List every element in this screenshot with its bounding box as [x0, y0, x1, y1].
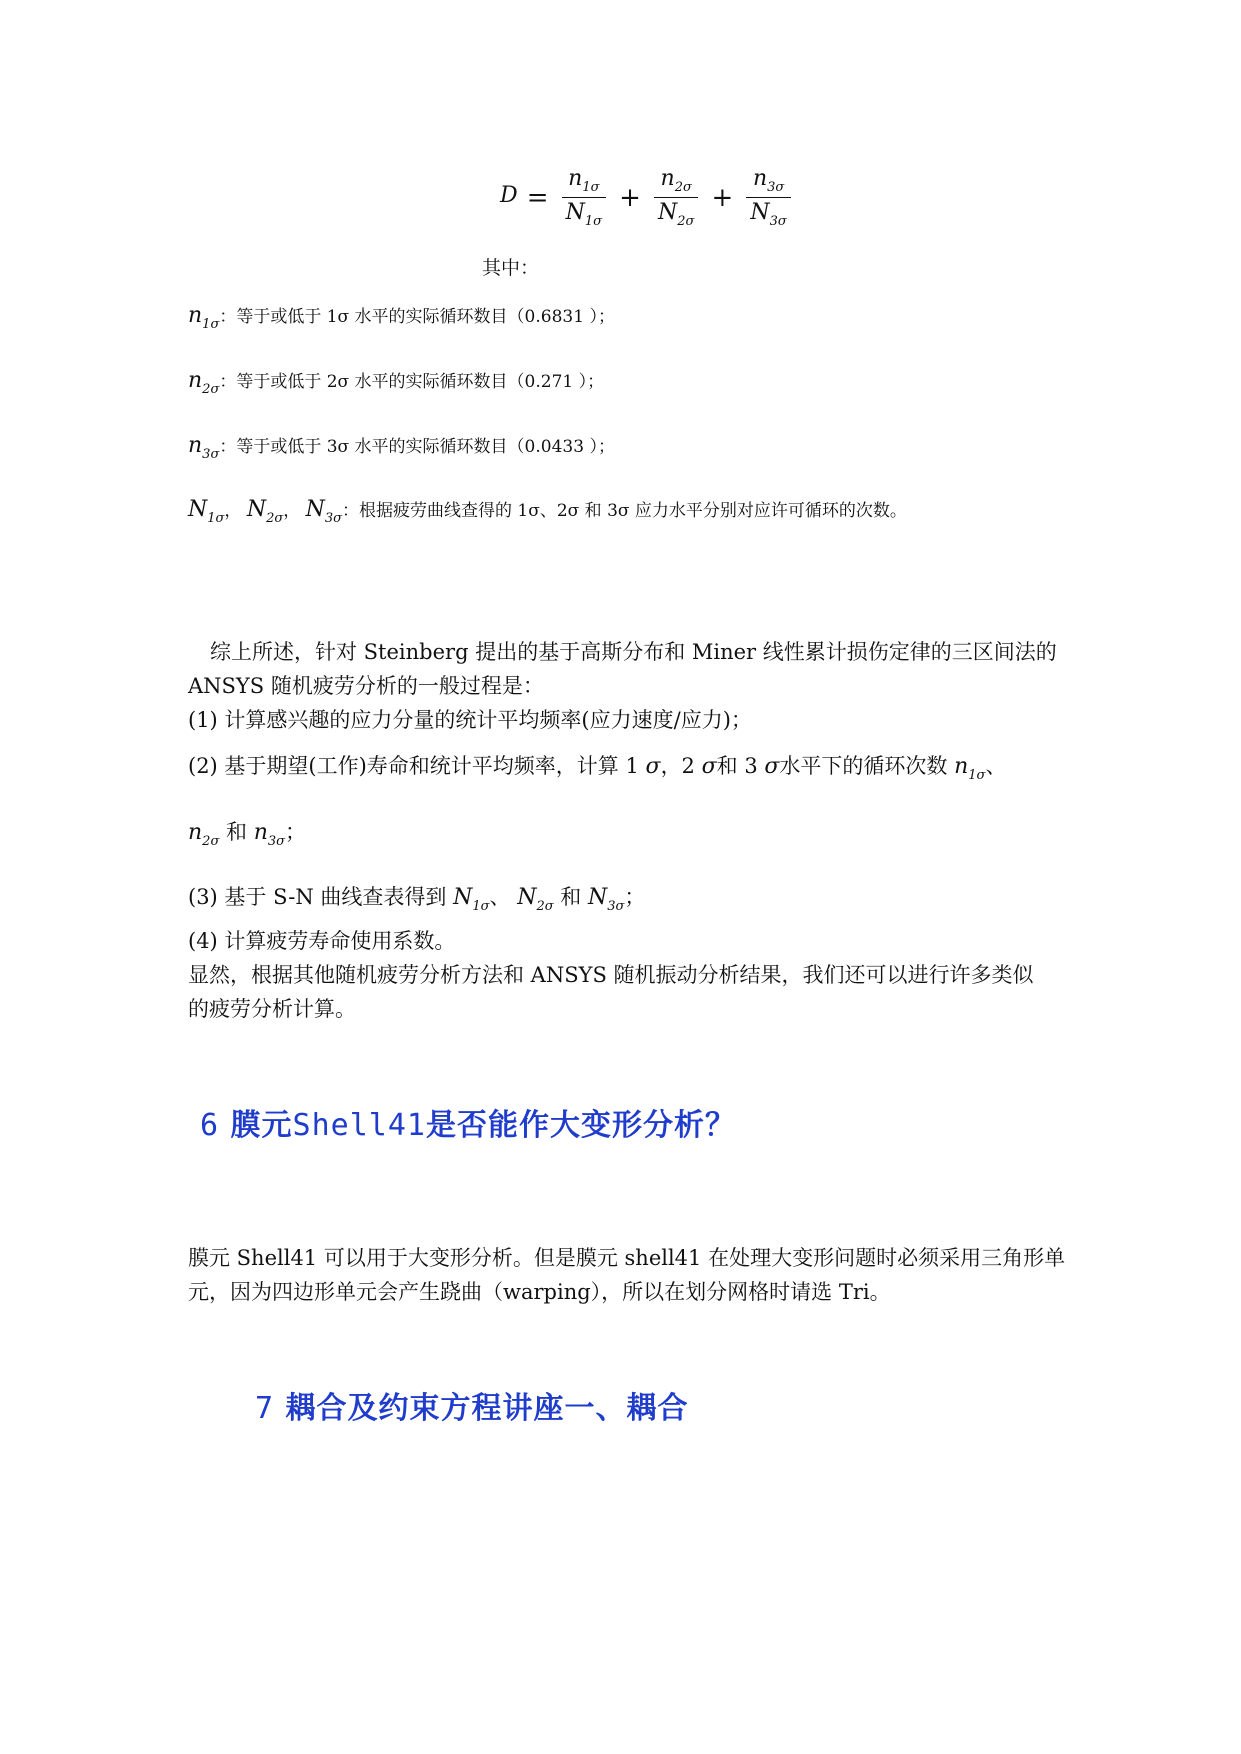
- section-7-number: 7: [255, 1391, 275, 1426]
- formula-fraction-1: $\frac{n_{1\sigma}}{N_{1\sigma}}$: [562, 166, 606, 229]
- step-1: (1) 计算感兴趣的应力分量的统计平均频率(应力速度/应力)；: [188, 708, 752, 732]
- conclusion-line-1: 显然，根据其他随机疲劳分析方法和 ANSYS 随机振动分析结果，我们还可以进行许多类似: [188, 963, 1034, 987]
- section-6-body-line-2: 元，因为四边形单元会产生跷曲（warping），所以在划分网格时请选 Tri。: [188, 1280, 891, 1304]
- summary-line-2: ANSYS 随机疲劳分析的一般过程是：: [188, 674, 544, 698]
- definition-N: $N_{1\sigma}$， $N_{2\sigma}$， $N_{3\sigma}$：根据疲劳曲线查得的 1σ、2σ 和 3σ 应力水平分别对应许可循环的次数。: [188, 497, 907, 526]
- formula-fraction-2: $\frac{n_{2\sigma}}{N_{2\sigma}}$: [654, 166, 698, 229]
- step-3: (3) 基于 S-N 曲线查表得到 $N_{1\sigma}$、 $N_{2\sigma}$ 和 $N_{3\sigma}$；: [188, 885, 646, 914]
- where-label: 其中：: [482, 257, 540, 279]
- conclusion-line-2: 的疲劳分析计算。: [188, 997, 356, 1021]
- definition-n3: $n_{3\sigma}$：等于或低于 3σ 水平的实际循环数目（0.0433 ）；: [188, 433, 615, 462]
- formula-equals: =: [526, 182, 549, 213]
- section-6-heading: 6 膜元Shell41是否能作大变形分析？: [200, 1108, 736, 1143]
- damage-formula: [500, 166, 795, 229]
- step-2-continued: $n_{2\sigma}$ 和 $n_{3\sigma}$；: [188, 820, 307, 849]
- formula-plus-1: +: [619, 182, 641, 213]
- section-6-number: 6: [200, 1108, 220, 1143]
- formula-lhs: D: [500, 183, 518, 208]
- definition-n2: $n_{2\sigma}$：等于或低于 2σ 水平的实际循环数目（0.271 ）；: [188, 368, 605, 397]
- definition-n1: $n_{1\sigma}$：等于或低于 1σ 水平的实际循环数目（0.6831 ）；: [188, 303, 615, 332]
- step-4: (4) 计算疲劳寿命使用系数。: [188, 929, 456, 953]
- formula-plus-2: +: [711, 182, 734, 213]
- formula-fraction-3: $\frac{n_{3\sigma}}{N_{3\sigma}}$: [746, 166, 790, 229]
- section-6-body-line-1: 膜元 Shell41 可以用于大变形分析。但是膜元 shell41 在处理大变形问题时必须采用三角形单: [188, 1246, 1066, 1270]
- step-2: (2) 基于期望(工作)寿命和统计平均频率，计算 1 σ，2 σ和 3 σ水平下的循环次数 $n_{1\sigma}$、: [188, 754, 1007, 783]
- section-7-heading: 7 耦合及约束方程讲座一、耦合: [255, 1391, 689, 1426]
- summary-line-1: 综上所述，针对 Steinberg 提出的基于高斯分布和 Miner 线性累计损伤定律的三区间法的: [210, 640, 1057, 664]
